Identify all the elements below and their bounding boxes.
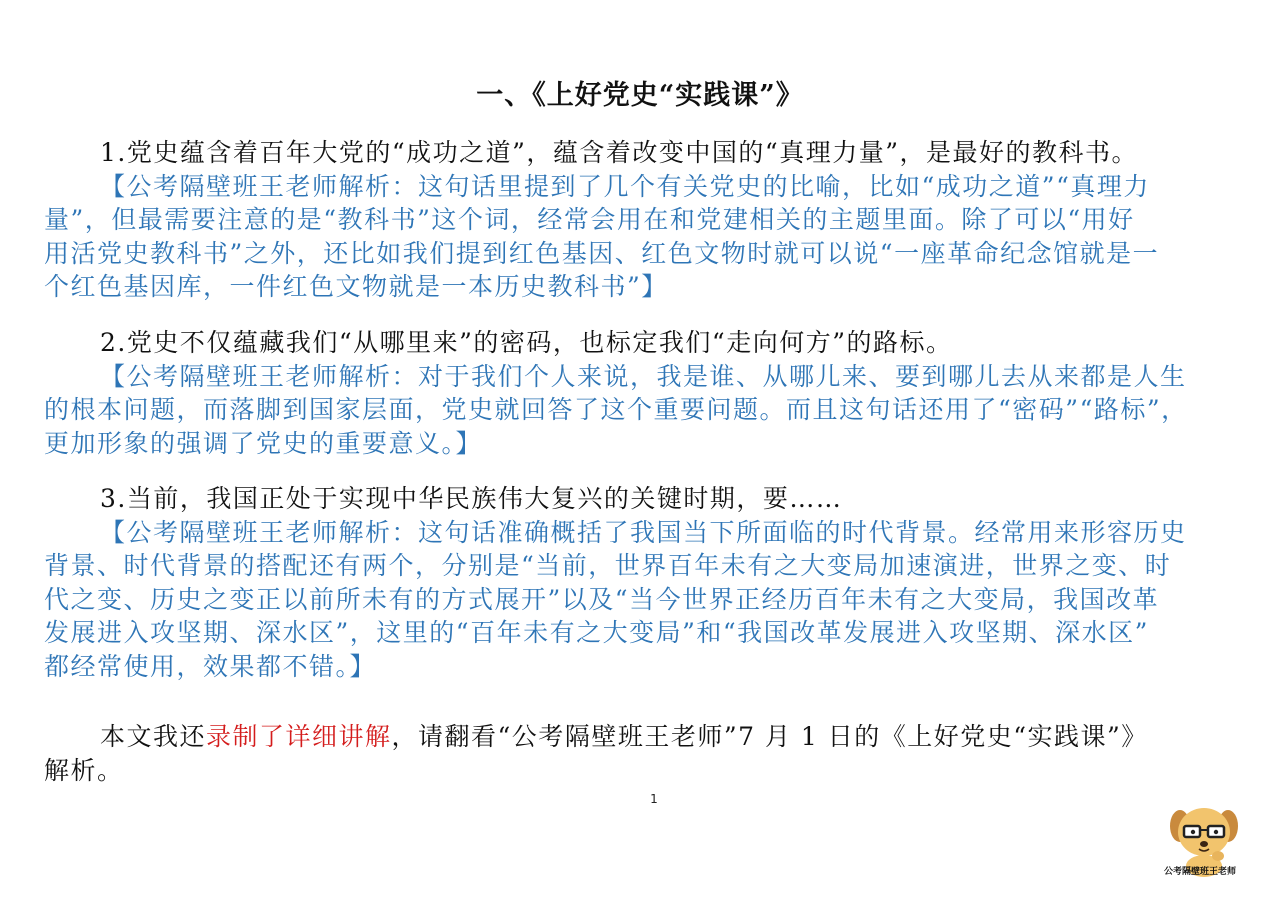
item-1-analysis (44, 170, 1244, 304)
page-number: 1 (650, 792, 658, 806)
item-2 (44, 326, 1244, 460)
closing-line-1 (44, 720, 1244, 754)
closing-text-before: 本文我还 (100, 722, 207, 751)
closing-paragraph (44, 720, 1244, 787)
analysis-line: 发展进入攻坚期、深水区”，这里的“百年未有之大变局”和“我国改革发展进入攻坚期、深水区” (44, 618, 1149, 647)
analysis-line: 【公考隔壁班王老师解析：这句话准确概括了我国当下所面临的时代背景。经常用来形容历史 (100, 517, 1187, 547)
closing-line-2: 解析。 (44, 755, 124, 785)
analysis-line: 都经常使用，效果都不错。】 (44, 651, 377, 681)
item-3-analysis (44, 516, 1244, 684)
analysis-line: 量”，但最需要注意的是“教科书”这个词，经常会用在和党建相关的主题里面。除了可以“用好 (44, 205, 1135, 234)
analysis-line: 代之变、历史之变正以前所未有的方式展开”以及“当今世界正经历百年未有之大变局，我国改革 (44, 584, 1160, 614)
analysis-line: 【公考隔壁班王老师解析：对于我们个人来说，我是谁、从哪儿来、要到哪儿去从来都是人生 (100, 361, 1187, 391)
page-title: 一、《上好党史“实践课”》 (476, 80, 804, 111)
analysis-line: 【公考隔壁班王老师解析：这句话里提到了几个有关党史的比喻，比如“成功之道”“真理力 (100, 171, 1150, 201)
closing-text-after: ，请翻看“公考隔壁班王老师”7 月 1 日的《上好党史“实践课”》 (391, 722, 1148, 751)
analysis-line: 个红色基因库，一件红色文物就是一本历史教科书”】 (44, 272, 668, 301)
item-1 (44, 136, 1244, 304)
highlight-text: 录制了详细讲解 (206, 722, 392, 751)
item-3 (44, 482, 1244, 683)
analysis-line: 用活党史教科书”之外，还比如我们提到红色基因、红色文物时就可以说“一座革命纪念馆就是一 (44, 238, 1160, 268)
analysis-line: 背景、时代背景的搭配还有两个，分别是“当前，世界百年未有之大变局加速演进，世界之变、时 (44, 551, 1172, 580)
item-1-question: 1.党史蕴含着百年大党的“成功之道”，蕴含着改变中国的“真理力量”，是最好的教科书。 (100, 138, 1138, 167)
logo-caption: 公考隔壁班王老师 (1163, 867, 1236, 877)
item-2-analysis (44, 360, 1244, 461)
item-3-question: 3.当前，我国正处于实现中华民族伟大复兴的关键时期，要…… (100, 484, 843, 513)
item-2-question: 2.党史不仅蕴藏我们“从哪里来”的密码，也标定我们“走向何方”的路标。 (100, 328, 953, 357)
analysis-line: 更加形象的强调了党史的重要意义。】 (44, 428, 483, 458)
analysis-line: 的根本问题，而落脚到国家层面，党史就回答了这个重要问题。而且这句话还用了“密码”“路标”， (44, 395, 1188, 424)
